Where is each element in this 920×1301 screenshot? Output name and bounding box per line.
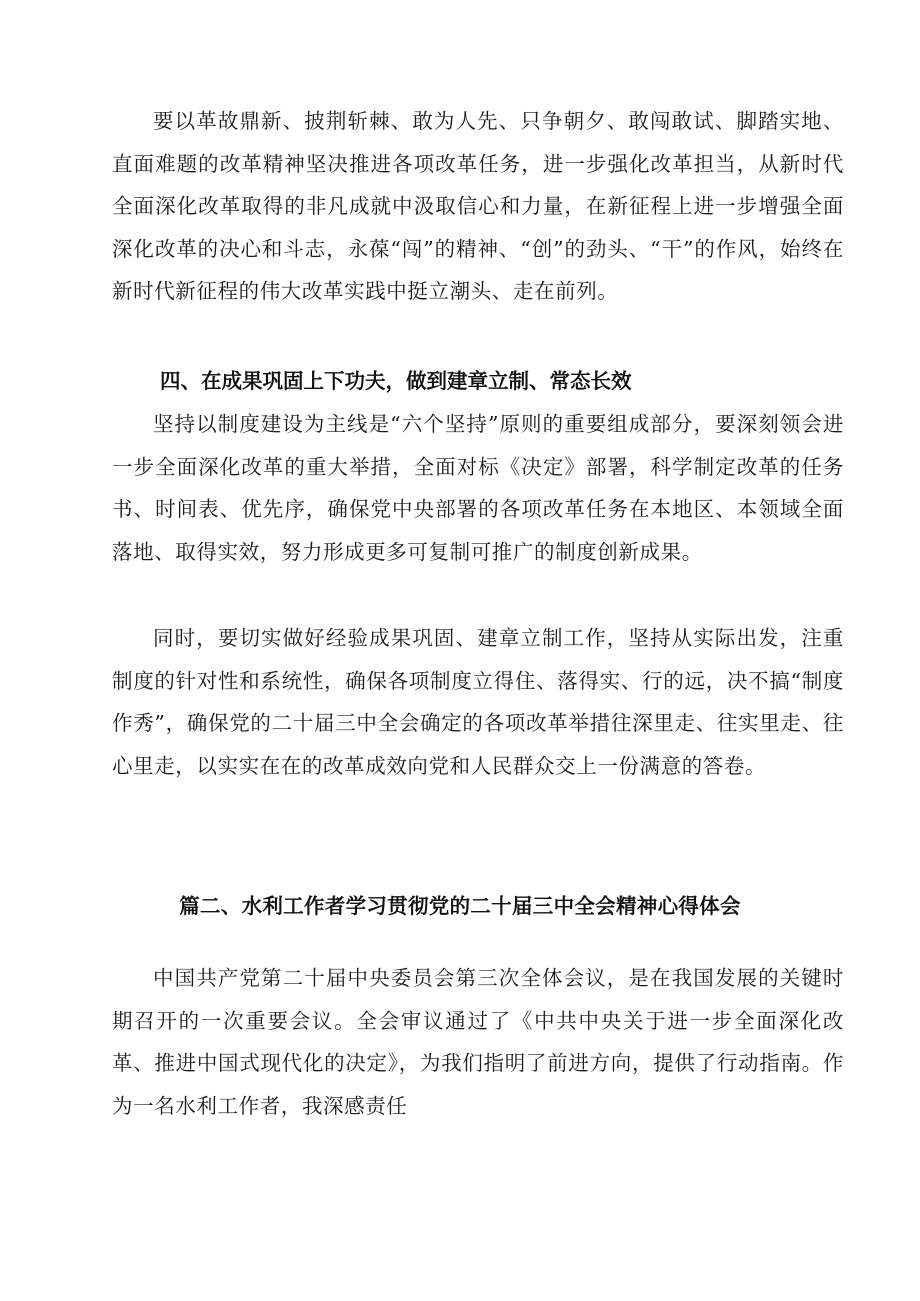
section-heading-institution-building: 四、在成果巩固上下功夫，做到建章立制、常态长效	[160, 369, 632, 393]
paragraph-institution-mainline: 坚持以制度建设为主线是“六个坚持”原则的重要组成部分，要深刻领会进一步全面深化改革的重大举措，全面对标《决定》部署，科学制定改革的任务书、时间表、优先序，确保党中央部署的各项改革任务在本地区、本领域全面落地、取得实效，努力形成更多可复制可推广的制度创新成果。	[112, 412, 844, 564]
paragraph-plenary-intro: 中国共产党第二十届中央委员会第三次全体会议，是在我国发展的关键时期召开的一次重要会议。全会审议通过了《中共中央关于进一步全面深化改革、推进中国式现代化的决定》，为我们指明了前进方向，提供了行动指南。作为一名水利工作者，我深感责任	[112, 966, 844, 1118]
article-title: 篇二、水利工作者学习贯彻党的二十届三中全会精神心得体会	[179, 894, 741, 918]
paragraph-consolidation: 同时，要切实做好经验成果巩固、建章立制工作，坚持从实际出发，注重制度的针对性和系统性，确保各项制度立得住、落得实、行的远，决不搞“制度作秀”，确保党的二十届三中全会确定的各项改革举措往深里走、往实里走、往心里走，以实实在在的改革成效向党和人民群众交上一份满意的答卷。	[112, 626, 844, 778]
paragraph-reform-spirit: 要以革故鼎新、披荆斩棘、敢为人先、只争朝夕、敢闯敢试、脚踏实地、直面难题的改革精神坚决推进各项改革任务，进一步强化改革担当，从新时代全面深化改革取得的非凡成就中汲取信心和力量，在新征程上进一步增强全面深化改革的决心和斗志，永葆“闯”的精神、“创”的劲头、“干”的作风，始终在新时代新征程的伟大改革实践中挺立潮头、走在前列。	[112, 109, 844, 304]
